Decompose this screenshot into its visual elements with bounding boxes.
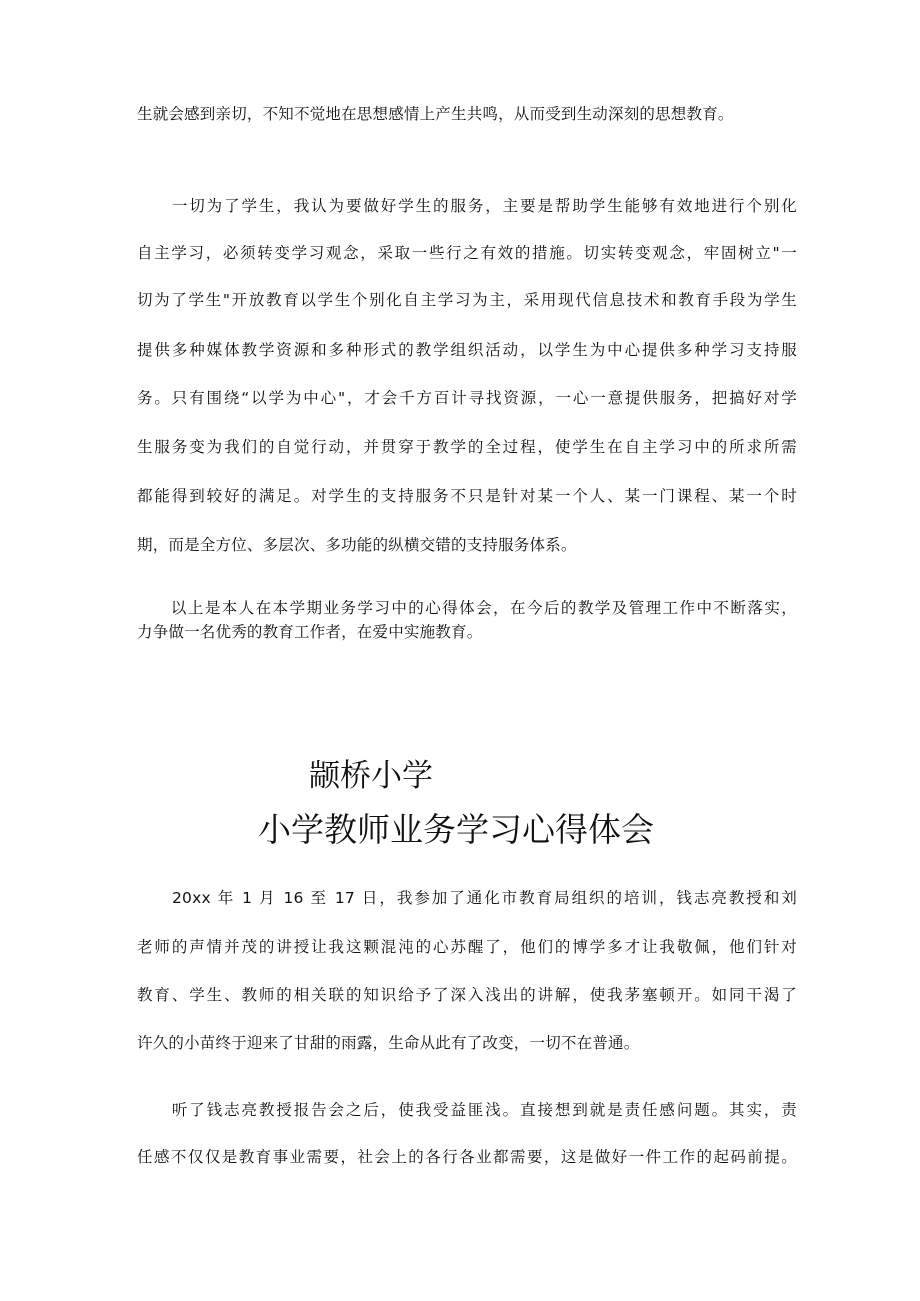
text-line: 都能得到较好的满足。对学生的支持服务不只是针对某一个人、某一门课程、某一个时 bbox=[137, 487, 797, 505]
text-line: 以上是本人在本学期业务学习中的心得体会，在今后的教学及管理工作中不断落实， bbox=[137, 599, 797, 617]
text-line: 力争做一名优秀的教育工作者，在爱中实施教育。 bbox=[137, 623, 483, 641]
text-line: 许久的小苗终于迎来了甘甜的雨露，生命从此有了改变，一切不在普通。 bbox=[137, 1034, 640, 1052]
text-line: 一切为了学生，我认为要做好学生的服务，主要是帮助学生能够有效地进行个别化 bbox=[137, 197, 797, 215]
text-line: 务。只有围绕“以学为中心"，才会千方百计寻找资源，一心一意提供服务，把搞好对学 bbox=[137, 389, 797, 407]
text-line: 教育、学生、教师的相关联的知识给予了深入浅出的讲解，使我茅塞顿开。如同干渴了 bbox=[137, 986, 797, 1004]
text-line: 任感不仅仅是教育事业需要，社会上的各行各业都需要，这是做好一件工作的起码前提。 bbox=[137, 1148, 797, 1166]
text-line: 自主学习，必须转变学习观念，采取一些行之有效的措施。切实转变观念，牢固树立"一 bbox=[137, 244, 797, 262]
text-line: 生服务变为我们的自觉行动，并贯穿于教学的全过程，使学生在自主学习中的所求所需 bbox=[137, 438, 797, 456]
text-line: 提供多种媒体教学资源和多种形式的教学组织活动，以学生为中心提供多种学习支持服 bbox=[137, 341, 797, 359]
document-title: 小学教师业务学习心得体会 bbox=[258, 810, 654, 849]
text-line: 切为了学生"开放教育以学生个别化自主学习为主，采用现代信息技术和教育手段为学生 bbox=[137, 291, 797, 309]
text-line: 20xx 年 1 月 16 至 17 日，我参加了通化市教育局组织的培训，钱志亮教授和刘 bbox=[137, 889, 797, 907]
text-line: 老师的声情并茂的讲授让我这颗混沌的心苏醒了，他们的博学多才让我敬佩，他们针对 bbox=[137, 938, 797, 956]
text-line: 听了钱志亮教授报告会之后，使我受益匪浅。直接想到就是责任感问题。其实，责 bbox=[137, 1101, 797, 1119]
text-line: 期，而是全方位、多层次、多功能的纵横交错的支持服务体系。 bbox=[137, 536, 577, 554]
text-line: 生就会感到亲切，不知不觉地在思想感情上产生共鸣，从而受到生动深刻的思想教育。 bbox=[137, 105, 734, 123]
school-name: 颛桥小学 bbox=[309, 758, 433, 794]
